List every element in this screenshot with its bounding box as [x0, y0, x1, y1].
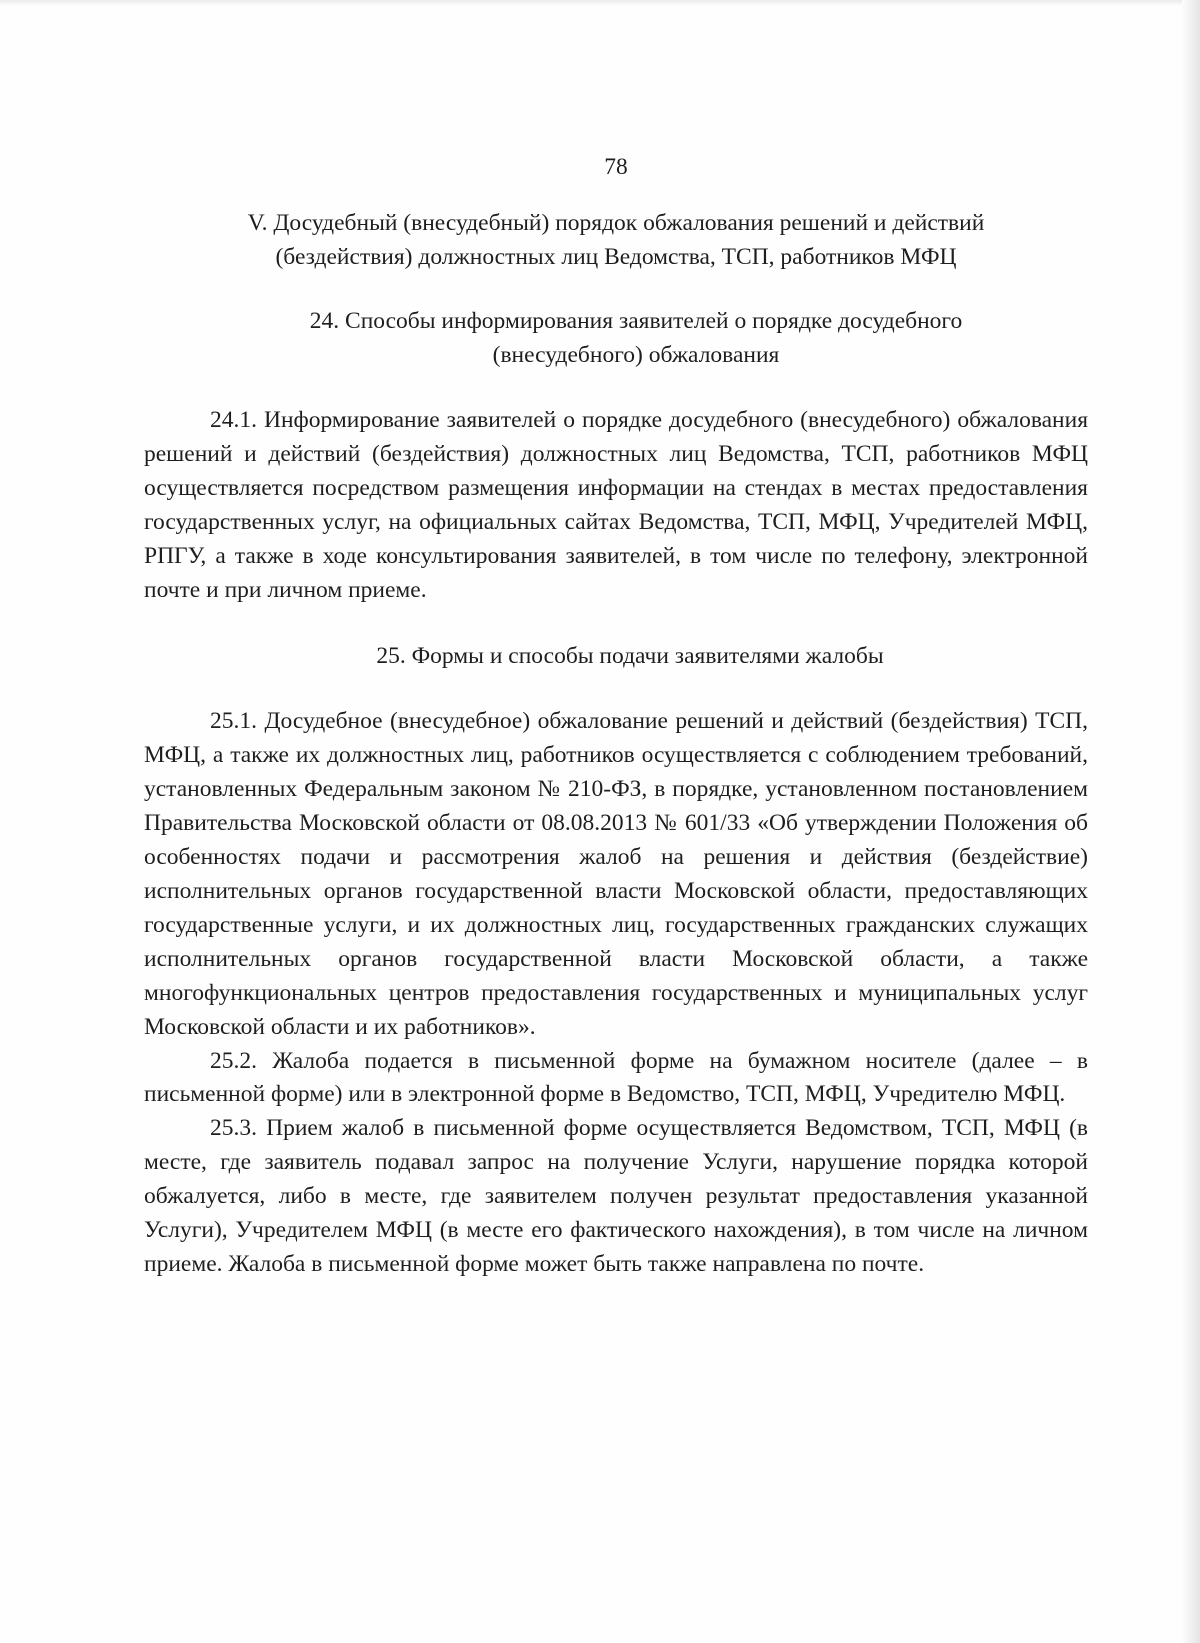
subsection-24-heading-line-2: (внесудебного) обжалования	[492, 342, 780, 368]
paragraph-25-3: 25.3. Прием жалоб в письменной форме осуществляется Ведомством, ТСП, МФЦ (в месте, где заявитель подавал запрос на получение Услуги, нарушение порядка которой обжалуется, либо в месте, где заявителем получен результат предоставления указанной Услуги), Учредителем МФЦ (в месте его фактического нахождения), в том числе на личном приеме. Жалоба в письменной форме может быть также направлена по почте.	[144, 1115, 1088, 1277]
scan-edge-right	[1182, 0, 1200, 1643]
subsection-24-heading	[144, 304, 1088, 372]
scan-edge-top	[0, 0, 1200, 6]
paragraph-25-2: 25.2. Жалоба подается в письменной форме на бумажном носителе (далее – в письменной форме) или в электронной форме в Ведомство, ТСП, МФЦ, Учредителю МФЦ.	[144, 1047, 1088, 1108]
subsection-24-heading-line-1: 24. Способы информирования заявителей о порядке досудебного	[309, 308, 963, 334]
section-heading	[144, 206, 1088, 274]
page-content	[144, 150, 1088, 1282]
paragraph-25-1: 25.1. Досудебное (внесудебное) обжалование решений и действий (бездействия) ТСП, МФЦ, а также их должностных лиц, работников осуществляется с соблюдением требований, установленных Федеральным законом № 210-ФЗ, в порядке, установленном постановлением Правительства Московской области от 08.08.2013 № 601/33 «Об утверждении Положения об особенностях подачи и рассмотрения жалоб на решения и действия (бездействие) исполнительных органов государственной власти Московской области, предоставляющих государственные услуги, и их должностных лиц, государственных гражданских служащих исполнительных органов государственной власти Московской области, а также многофункциональных центров предоставления государственных и муниципальных услуг Московской области и их работников».	[144, 708, 1088, 1040]
subsection-25-heading: 25. Формы и способы подачи заявителями жалобы	[376, 643, 884, 670]
section-heading-line-1: V. Досудебный (внесудебный) порядок обжалования решений и действий	[247, 210, 985, 236]
section-heading-line-2: (бездействия) должностных лиц Ведомства, ТСП, работников МФЦ	[275, 244, 957, 270]
page-number: 78	[604, 154, 628, 180]
paragraph-24-1: 24.1. Информирование заявителей о порядке досудебного (внесудебного) обжалования решений и действий (бездействия) должностных лиц Ведомства, ТСП, работников МФЦ осуществляется посредством размещения информации на стендах в местах предоставления государственных услуг, на официальных сайтах Ведомства, ТСП, МФЦ, Учредителей МФЦ, РПГУ, а также в ходе консультирования заявителей, в том числе по телефону, электронной почте и при личном приеме.	[144, 407, 1088, 603]
